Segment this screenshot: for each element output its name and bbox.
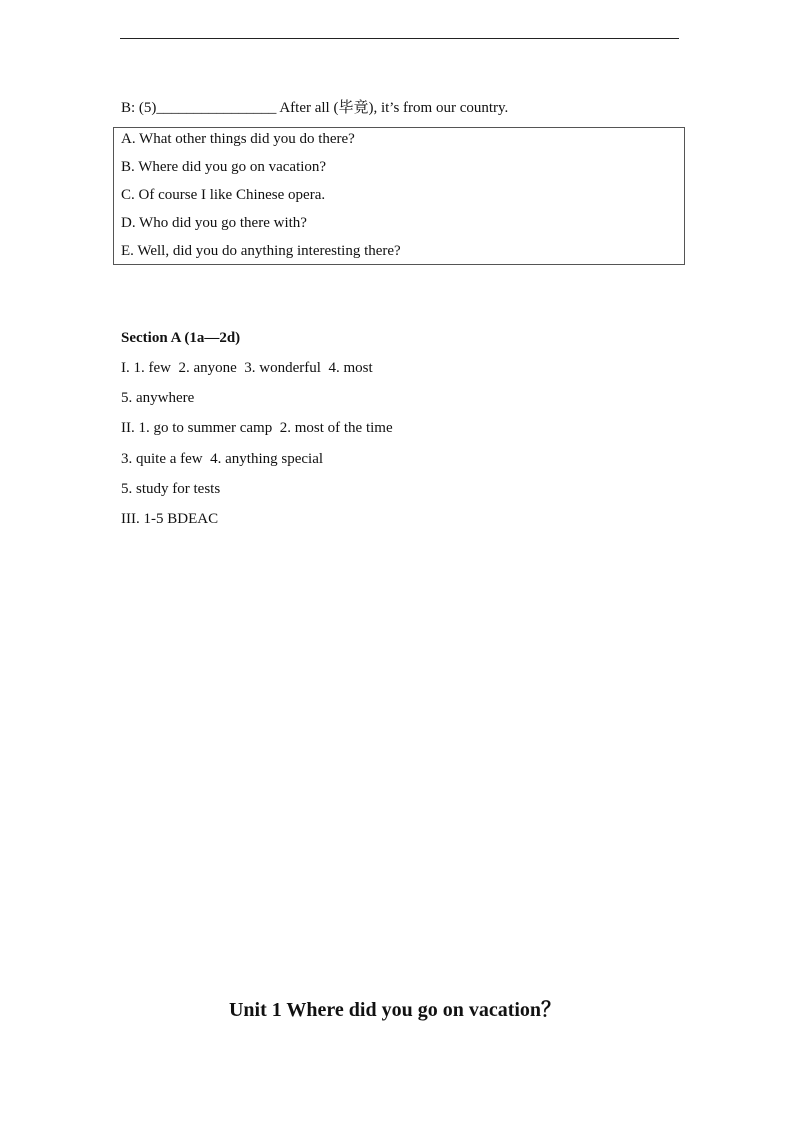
option-c: C. Of course I like Chinese opera. [121,187,326,203]
answer-line: I. 1. few 2. anyone 3. wonderful 4. most [121,360,373,376]
answer-line: 3. quite a few 4. anything special [121,451,324,467]
dialogue-line-b5: B: (5)________________ After all (毕竟), it’s from our country. [121,100,509,116]
options-box [113,127,685,265]
unit-title: Unit 1 Where did you go on vacation？ [228,999,562,1021]
section-title: Section A (1a—2d) [121,330,241,346]
option-b: B. Where did you go on vacation? [121,159,327,175]
answer-line: 5. study for tests [121,481,221,497]
answer-line: III. 1-5 BDEAC [121,511,219,527]
option-a: A. What other things did you do there? [121,131,355,147]
option-d: D. Who did you go there with? [121,215,307,231]
option-e: E. Well, did you do anything interesting there? [121,243,401,259]
answer-line: 5. anywhere [121,390,195,406]
header-rule [120,38,679,39]
answer-line: II. 1. go to summer camp 2. most of the time [121,420,393,436]
